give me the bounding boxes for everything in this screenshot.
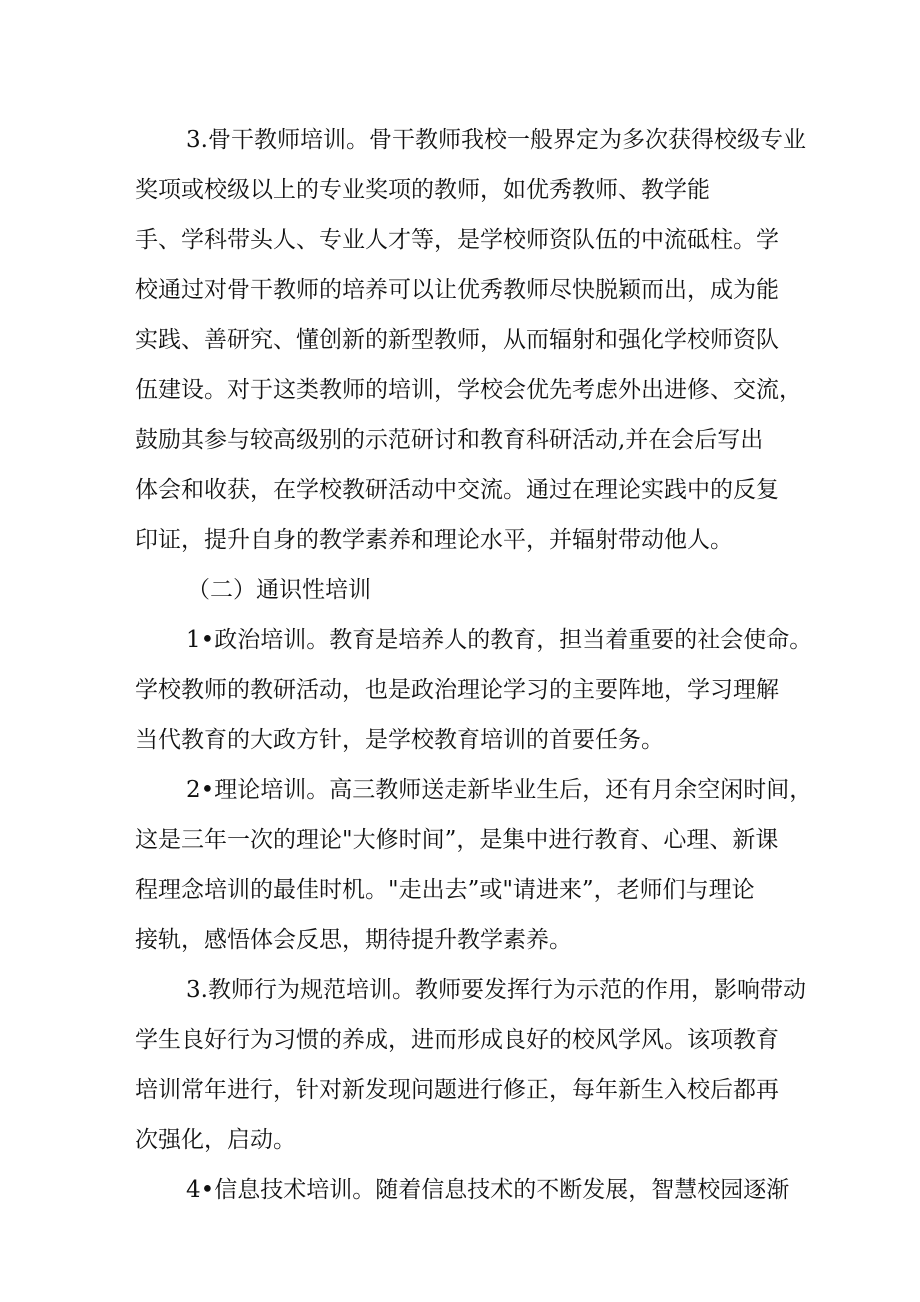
text-line: 这是三年一次的理论"大修时间”，是集中进行教育、心理、新课 xyxy=(135,827,779,853)
text-line: 手、学科带头人、专业人才等，是学校师资队伍的中流砥柱。学 xyxy=(135,227,779,253)
text-line: 鼓励其参与较高级别的示范研讨和教育科研活动,并在会后写出 xyxy=(135,427,764,453)
text-line: 3.骨干教师培训。骨干教师我校一般界定为多次获得校级专业 xyxy=(186,127,806,153)
text-line: 体会和收获，在学校教研活动中交流。通过在理论实践中的反复 xyxy=(135,477,779,503)
text-line: 培训常年进行，针对新发现问题进行修正，每年新生入校后都再 xyxy=(135,1077,779,1103)
text-line: 实践、善研究、懂创新的新型教师，从而辐射和强化学校师资队 xyxy=(135,327,779,353)
text-line: 奖项或校级以上的专业奖项的教师，如优秀教师、教学能 xyxy=(135,177,710,203)
text-line: 程理念培训的最佳时机。"走出去”或"请进来”，老师们与理论 xyxy=(135,877,755,903)
text-line: 校通过对骨干教师的培养可以让优秀教师尽快脱颖而出，成为能 xyxy=(135,277,779,303)
text-line: 1•政治培训。教育是培养人的教育，担当着重要的社会使命。 xyxy=(186,627,813,653)
text-line: 当代教育的大政方针，是学校教育培训的首要任务。 xyxy=(135,727,664,753)
text-line: 次强化，启动。 xyxy=(135,1127,296,1153)
text-line: 伍建设。对于这类教师的培训，学校会优先考虑外出进修、交流， xyxy=(135,377,802,403)
text-line: 4•信息技术培训。随着信息技术的不断发展，智慧校园逐渐 xyxy=(186,1177,790,1203)
text-line: 印证，提升自身的教学素养和理论水平，并辐射带动他人。 xyxy=(135,527,733,553)
text-line: 学生良好行为习惯的养成，进而形成良好的校风学风。该项教育 xyxy=(135,1027,779,1053)
section-heading: （二）通识性培训 xyxy=(187,577,371,603)
text-line: 2•理论培训。高三教师送走新毕业生后，还有月余空闲时间， xyxy=(186,777,813,803)
text-line: 3.教师行为规范培训。教师要发挥行为示范的作用，影响带动 xyxy=(186,977,806,1003)
text-line: 接轨，感悟体会反思，期待提升教学素养。 xyxy=(135,927,572,953)
text-line: 学校教师的教研活动，也是政治理论学习的主要阵地，学习理解 xyxy=(135,677,779,703)
